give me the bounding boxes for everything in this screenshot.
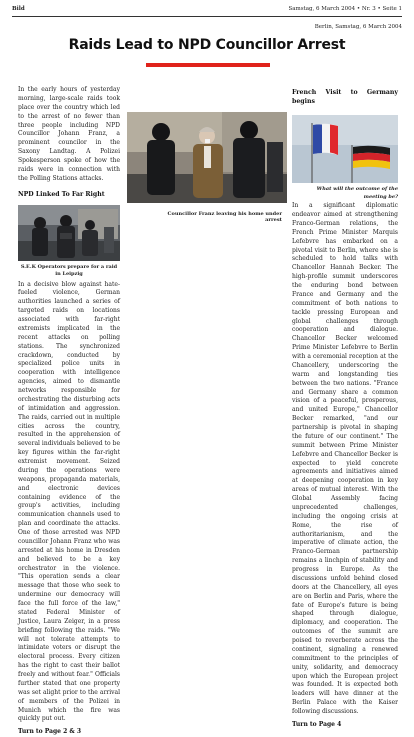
masthead-rule [12,16,402,17]
photo-sek-operators-image [18,205,120,261]
turn-page-link-right[interactable]: Turn to Page 4 [292,720,342,728]
paper-name: Bild [12,6,25,12]
caption-sek: S.E.K Operators prepare for a raid in Leipzig [20,263,118,278]
photo-franz-arrest-image [127,112,287,203]
subhead-npd: NPD Linked To Far Right [18,190,105,198]
column-left [18,86,120,737]
body-raids: In a decisive blow against hate-fueled violence, German authorities launched a series of targeted raids on locations associated with far-right extremists implicated in the recent attacks on polling stations. The synchronized crackdown, conducted by specialized police units in cooperation with intelligence agencies, aimed to dismantle networks responsible for orchestrating the disturbing acts of intimidation and aggression. The raids, carried out in multiple cities across the country, resulted in the apprehension of several individuals believed to be key figures within the far-right extremist movement. Seized during the operations were weapons, propaganda materials, and electronic devices containing evidence of the group's activities, including communication channels used to plan and coordinate the attacks. One of those arrested was NPD councillor Johann Franz who was arrested at his home in Dresden and believed to be a key orchestrator in the violence. "This operation sends a clear message that those who seek to undermine our democracy will face the full force of the law," stated Federal Minister of Justice, Laura Zeiger, in a press briefing following the raids. "We will not tolerate attempts to intimidate voters or disrupt the electoral process. Every citizen has the right to cast their ballot freely and without fear." Officials further stated that one property was set alight prior to the arrival of members of the Polizei in Munich which the fire was quickly put out. [18,280,120,723]
caption-flags: What will the outcome of the meeting be? [316,186,398,200]
headline-accent-bar [146,63,270,67]
turn-page-link-left[interactable]: Turn to Page 2 & 3 [18,728,82,736]
photo-franz-arrest [127,112,287,203]
dateline: Berlin, Samstag, 6 March 2004 [314,24,402,30]
subhead-french-visit: French Visit to Germany begins [292,89,398,106]
body-french-visit: In a significant diplomatic endeavor aimed at strengthening Franco-German relations, the French Prime Minister Marquis Lefebvre has embarked on a pivotal visit to Berlin, where she is scheduled to hold talks with Chancellor Hannah Becker. The high-profile summit underscores the enduring bond between France and Germany and the commitment of both nations to tackle pressing European and global challenges through cooperation and dialogue. Chancellor Becker welcomed Prime Minister Lefebvre to Berlin with a ceremonial reception at the Chancellery, underscoring the warm and longstanding ties between the two nations. "France and Germany share a common vision of a peaceful, prosperous, and united Europe," Chancellor Becker remarked, "and our partnership is pivotal in shaping the future of our continent." The summit between Prime Minister Lefebvre and Chancellor Becker is expected to yield concrete agreements and initiatives aimed at deepening cooperation in key areas of mutual interest. With the Global Assembly facing unprecedented challenges, including the ongoing crisis at Rome, the rise of authoritarianism, and the imperative of climate action, the Franco-German partnership remains a linchpin of stability and progress in Europe. As the discussions unfold behind closed doors at the Chancellery, all eyes are on Berlin and Paris, where the fate of Europe's future is being shaped through dialogue, diplomacy, and cooperation. The outcomes of the summit are poised to reverberate across the continent, signaling a renewed commitment to the principles of unity, solidarity, and democracy upon which the European project was founded. It is expected both leaders will have dinner at the Berlin Palace with the Kaiser following discussions. [292,202,398,715]
photo-flags [292,115,398,183]
photo-sek-operators [18,205,120,261]
column-right [292,88,398,730]
photo-flags-image [292,115,398,183]
issue-info: Samstag, 6 March 2004 • Nr. 3 • Seite 1 [288,6,402,12]
intro-paragraph: In the early hours of yesterday morning, large-scale raids took place over the country which led to the arrest of no fewer than three people including NPD Councillor Johann Franz, a prominent councilor in the Saxony Landtag. A Polizei Spokesperson spoke of how the raids were in connection with the Polling Stations attacks. [18,86,120,182]
caption-franz: Councillor Franz leaving his home under arrest [167,211,282,223]
headline: Raids Lead to NPD Councillor Arrest [68,37,346,53]
